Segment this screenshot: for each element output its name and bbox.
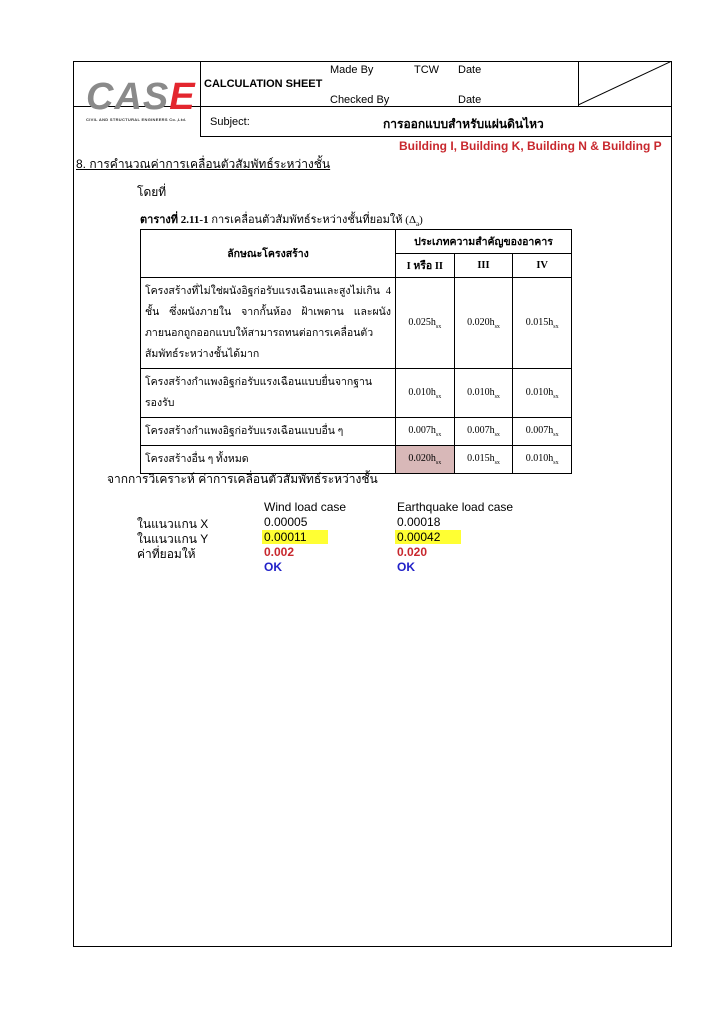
row-value: $0.025h_{sx}$	[396, 278, 455, 369]
row-value: $0.010h_{sx}$	[396, 369, 455, 418]
col-2-header: III	[454, 254, 513, 278]
table-row	[141, 369, 572, 418]
row-value: $0.010h_{sx}$	[513, 446, 572, 474]
wind-load-header: Wind load case	[264, 500, 347, 514]
row-value: $0.007h_{sx}$	[396, 418, 455, 446]
building-list: Building I, Building K, Building N & Building P	[399, 139, 662, 153]
col-1-header: I หรือ II	[396, 254, 455, 278]
allowable-label: ค่าที่ยอมให้	[137, 547, 196, 561]
col-group-header: ประเภทความสำคัญของอาคาร	[396, 230, 572, 254]
table-row	[141, 418, 572, 446]
table-row	[141, 278, 572, 369]
row-desc: โครงสร้างกำแพงอิฐก่อรับแรงเฉือนแบบยื่นจากฐานรองรับ	[141, 369, 396, 418]
company-logo: CASE	[86, 76, 196, 118]
row-value: $0.015h_{sx}$	[454, 446, 513, 474]
row-desc: โครงสร้างอื่น ๆ ทั้งหมด	[141, 446, 396, 474]
allowable-wind: 0.002	[264, 545, 295, 559]
row-y-eq: 0.00042	[395, 530, 461, 544]
checked-by-label: Checked By	[330, 94, 390, 106]
row-value: $0.007h_{sx}$	[513, 418, 572, 446]
logo-divider	[200, 61, 201, 136]
row-desc: โครงสร้างที่ไม่ใช่ผนังอิฐก่อรับแรงเฉือนและสูงไม่เกิน 4 ชั้น ซึ่งผนังภายใน จากกั้นห้อง ฝ้าเพดาน และผนังภายนอกถูกออกแบบให้สามารถทนต่อการเคลื่อนตัวสัมพัทธ์ระหว่างชั้นได้มาก	[141, 278, 396, 369]
allowable-drift-table	[140, 229, 572, 474]
row-value: $0.020h_{sx}$	[454, 278, 513, 369]
subject-value: การออกแบบสำหรับแผ่นดินไหว	[383, 117, 544, 131]
allowable-eq: 0.020	[397, 545, 428, 559]
made-by-label: Made By	[330, 64, 374, 76]
made-by-value: TCW	[414, 64, 440, 76]
row-value: $0.007h_{sx}$	[454, 418, 513, 446]
intro-text: โดยที่	[137, 185, 167, 199]
row-x-label: ในแนวแกน X	[137, 517, 209, 531]
row-x-wind: 0.00005	[264, 515, 308, 529]
row-value: $0.010h_{sx}$	[454, 369, 513, 418]
table-caption: ตารางที่ 2.11-1 การเคลื่อนตัวสัมพัทธ์ระหว่างชั้นที่ยอมให้ $(\Delta_a)$	[140, 214, 423, 229]
corner-diagonal	[578, 61, 672, 106]
earthquake-load-header: Earthquake load case	[397, 500, 514, 514]
row-x-eq: 0.00018	[397, 515, 441, 529]
analysis-intro: จากการวิเคราะห์ ค่าการเคลื่อนตัวสัมพัทธ์ระหว่างชั้น	[107, 472, 378, 486]
section-title: 8. การคำนวณค่าการเคลื่อนตัวสัมพัทธ์ระหว่างชั้น	[76, 157, 331, 171]
company-logo-subtitle: CIVIL AND STRUCTURAL ENGINEERS Co.,Ltd.	[86, 117, 187, 122]
row-value: $0.010h_{sx}$	[513, 369, 572, 418]
row-y-wind: 0.00011	[262, 530, 328, 544]
subject-label: Subject:	[210, 116, 250, 128]
date-label-1: Date	[458, 64, 482, 76]
col-3-header: IV	[513, 254, 572, 278]
row-y-label: ในแนวแกน Y	[137, 532, 209, 546]
sheet-title: CALCULATION SHEET	[204, 78, 323, 90]
row-value-highlighted: $0.020h_{sx}$	[396, 446, 455, 474]
subject-divider	[200, 136, 672, 137]
ok-eq: OK	[397, 560, 415, 574]
row-value: $0.015h_{sx}$	[513, 278, 572, 369]
ok-wind: OK	[264, 560, 282, 574]
col-structure-header: ลักษณะโครงสร้าง	[141, 230, 396, 278]
row-desc: โครงสร้างกำแพงอิฐก่อรับแรงเฉือนแบบอื่น ๆ	[141, 418, 396, 446]
date-label-2: Date	[458, 94, 482, 106]
